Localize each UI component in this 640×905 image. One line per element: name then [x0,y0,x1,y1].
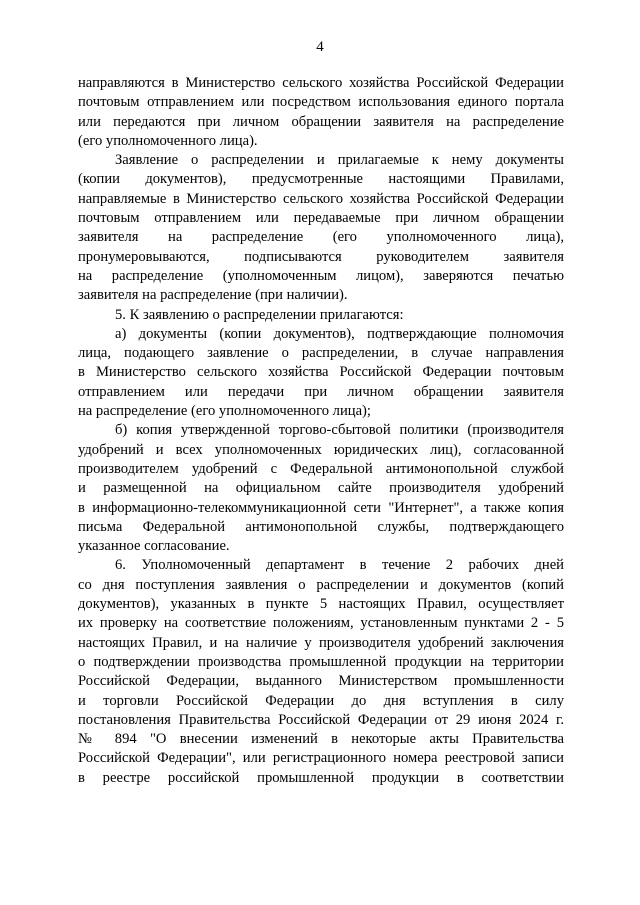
text-line: (копии документов), предусмотренные настоящими Правилами, [78,171,564,188]
text-line: в реестре российской промышленной продукции в соответствии [78,769,564,786]
text-line: № 894 "О внесении изменений в некоторые акты Правительства [78,731,564,748]
text-line: 6. Уполномоченный департамент в течение 2 рабочих дней [115,557,564,574]
text-line: на распределение (уполномоченным лицом), заверяются печатью [78,267,564,284]
text-line: настоящих Правил, и на наличие у производителя удобрений заключения [78,634,564,651]
page-number: 4 [316,39,324,55]
text-line: Российской Федерации", или регистрационного номера реестровой записи [78,750,564,767]
text-line: документов), указанных в пункте 5 настоящих Правил, осуществляет [78,596,564,613]
text-line: заявителя на распределение (его уполномоченного лица), [78,229,564,246]
text-line: Российской Федерации, выданного Министерством промышленности [78,673,564,690]
text-line: письма Федеральной антимонопольной службы, подтверждающего [78,518,564,535]
text-line: почтовым отправлением или передаваемые при личном обращении [78,210,564,227]
text-line: и размещенной на официальном сайте производителя удобрений [78,480,564,497]
text-line: в информационно-телекоммуникационной сети "Интернет", а также копия [78,499,564,516]
text-line: указанное согласование. [78,538,230,555]
text-line: удобрений и всех уполномоченных юридических лиц), согласованной [78,441,564,458]
text-line: постановления Правительства Российской Федерации от 29 июня 2024 г. [78,711,564,728]
text-line: в Министерство сельского хозяйства Российской Федерации почтовым [78,364,564,381]
text-line: (его уполномоченного лица). [78,132,258,149]
text-line: и торговли Российской Федерации до дня вступления в силу [78,692,564,709]
document-body [78,74,564,788]
text-line: 5. К заявлению о распределении прилагаются: [115,306,404,323]
text-line: на распределение (его уполномоченного лица); [78,403,371,420]
text-line: направляемые в Министерство сельского хозяйства Российской Федерации [78,190,564,207]
text-line: лица, подающего заявление о распределении, в случае направления [78,345,564,362]
text-line: пронумеровываются, подписываются руководителем заявителя [78,248,564,265]
text-line: б) копия утвержденной торгово-сбытовой политики (производителя [115,422,564,439]
text-line: направляются в Министерство сельского хозяйства Российской Федерации [78,75,564,91]
text-line: их проверку на соответствие положениям, установленным пунктами 2 - 5 [78,615,564,632]
text-line: о подтверждении производства промышленной продукции на территории [78,653,564,670]
text-line: почтовым отправлением или посредством использования единого портала [78,94,564,111]
text-line: Заявление о распределении и прилагаемые к нему документы [115,152,564,169]
text-line: или передаются при личном обращении заявителя на распределение [78,113,564,130]
text-line: а) документы (копии документов), подтверждающие полномочия [115,325,564,342]
text-line: заявителя на распределение (при наличии). [78,287,348,304]
text-line: со дня поступления заявления о распределении и документов (копий [78,576,564,593]
text-line: отправлением или передачи при личном обращении заявителя [78,383,564,400]
text-line: производителем удобрений с Федеральной антимонопольной службой [78,460,564,477]
